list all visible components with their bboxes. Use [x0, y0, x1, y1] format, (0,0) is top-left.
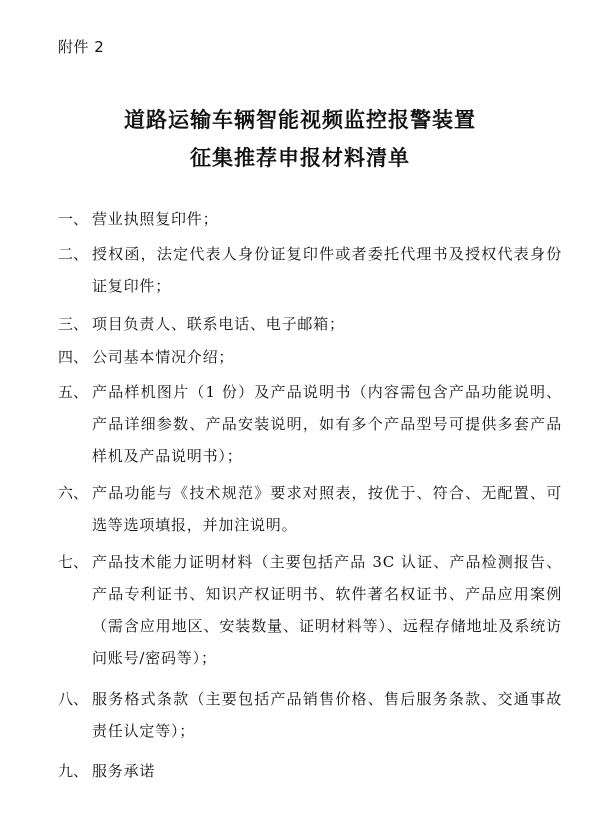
list-item-number: 四、	[58, 348, 89, 366]
list-item-text: 营业执照复印件；	[92, 210, 219, 228]
list-item-number: 八、	[58, 690, 89, 708]
list-item-text: 产品技术能力证明材料（主要包括产品 3C 认证、产品检测报告、产品专利证书、知识产权证明书、软件著名权证书、产品应用案例（需含应用地区、安装数量、证明材料等）、远程存储地址及系统访问账号/密码等）；	[92, 553, 562, 667]
list-item-number: 九、	[58, 762, 89, 780]
list-item-number: 二、	[58, 245, 89, 263]
list-item-text: 产品功能与《技术规范》要求对照表，按优于、符合、无配置、可选等选项填报，并加注说明。	[92, 484, 562, 534]
list-item-text: 服务格式条款（主要包括产品销售价格、售后服务条款、交通事故责任认定等）；	[92, 690, 562, 740]
document-title-line-1: 道路运输车辆智能视频监控报警装置	[124, 108, 476, 132]
list-item-text: 项目负责人、联系电话、电子邮箱；	[92, 315, 345, 333]
list-item-text: 服务承诺	[92, 762, 156, 780]
list-item-text: 公司基本情况介绍；	[92, 348, 235, 366]
list-item-number: 七、	[58, 553, 89, 571]
list-item-number: 一、	[58, 210, 89, 228]
list-item-number: 五、	[58, 383, 89, 401]
list-item-number: 三、	[58, 315, 89, 333]
list-item-text: 产品样机图片（1 份）及产品说明书（内容需包含产品功能说明、产品详细参数、产品安装说明，如有多个产品型号可提供多套产品样机及产品说明书）；	[92, 383, 562, 465]
list-item-number: 六、	[58, 484, 89, 502]
list-item-text: 授权函，法定代表人身份证复印件或者委托代理书及授权代表身份证复印件；	[92, 245, 562, 295]
document-title-line-2: 征集推荐申报材料清单	[190, 146, 410, 170]
attachment-label: 附件 2	[58, 38, 105, 56]
